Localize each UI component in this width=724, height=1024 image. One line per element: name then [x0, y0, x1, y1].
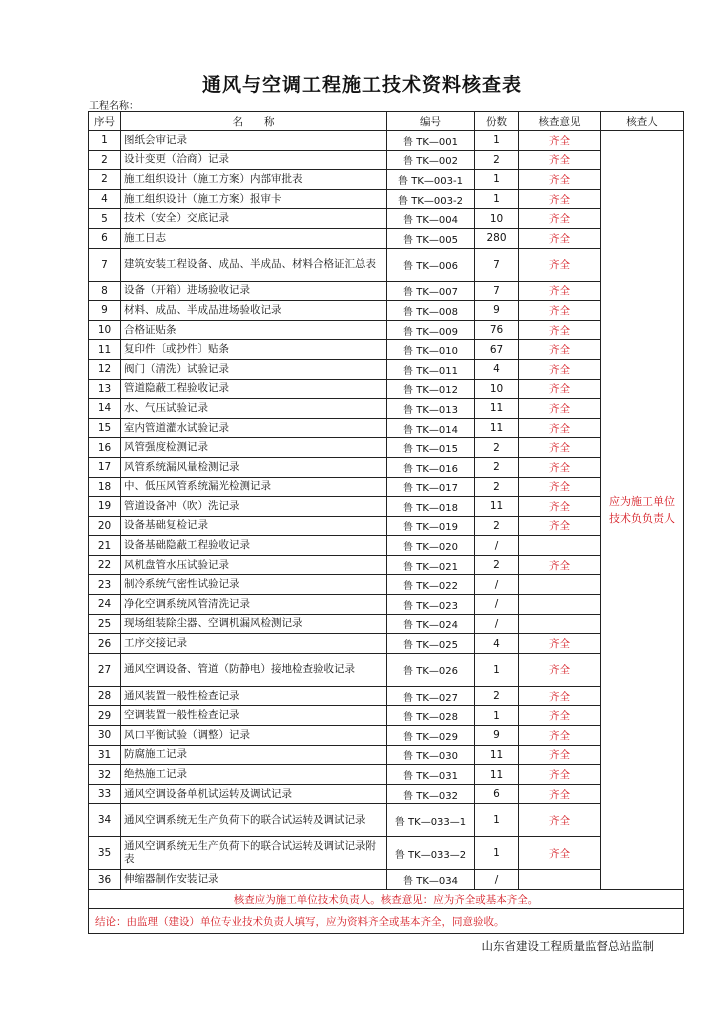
- row-count: 67: [475, 340, 519, 360]
- row-name: 设备基础复检记录: [121, 516, 387, 536]
- row-code: 鲁 TK—003-1: [387, 170, 475, 190]
- table-row: [89, 765, 684, 785]
- table-row: [89, 614, 684, 634]
- row-code: 鲁 TK—011: [387, 359, 475, 379]
- row-opinion: 齐全: [519, 248, 601, 281]
- row-opinion: 齐全: [519, 399, 601, 419]
- table-row: [89, 150, 684, 170]
- row-name: 防腐施工记录: [121, 745, 387, 765]
- row-name: 设备（开箱）进场验收记录: [121, 281, 387, 301]
- row-seq: 7: [89, 248, 121, 281]
- row-count: 1: [475, 653, 519, 686]
- review-note: 核查应为施工单位技术负责人。核查意见：应为齐全或基本齐全。: [89, 890, 684, 909]
- row-count: 4: [475, 634, 519, 654]
- row-count: 4: [475, 359, 519, 379]
- row-opinion: [519, 536, 601, 556]
- table-row: [89, 726, 684, 746]
- footer-issuer: 山东省建设工程质量监督总站监制: [481, 939, 654, 953]
- row-seq: 1: [89, 131, 121, 151]
- row-name: 通风空调系统无生产负荷下的联合试运转及调试记录附表: [121, 837, 387, 870]
- row-code: 鲁 TK—014: [387, 418, 475, 438]
- row-seq: 17: [89, 457, 121, 477]
- row-name: 施工组织设计（施工方案）内部审批表: [121, 170, 387, 190]
- table-row: [89, 745, 684, 765]
- row-count: 2: [475, 150, 519, 170]
- row-count: 1: [475, 706, 519, 726]
- row-count: /: [475, 575, 519, 595]
- row-code: 鲁 TK—033—2: [387, 837, 475, 870]
- table-row: [89, 281, 684, 301]
- row-seq: 25: [89, 614, 121, 634]
- row-name: 施工日志: [121, 228, 387, 248]
- row-name: 合格证贴条: [121, 320, 387, 340]
- row-count: /: [475, 870, 519, 890]
- conclusion-row: [89, 909, 684, 934]
- row-opinion: 齐全: [519, 301, 601, 321]
- row-seq: 6: [89, 228, 121, 248]
- row-code: 鲁 TK—009: [387, 320, 475, 340]
- row-seq: 20: [89, 516, 121, 536]
- row-code: 鲁 TK—019: [387, 516, 475, 536]
- table-row: [89, 320, 684, 340]
- row-opinion: 齐全: [519, 457, 601, 477]
- row-name: 工序交接记录: [121, 634, 387, 654]
- row-seq: 24: [89, 595, 121, 615]
- row-opinion: 齐全: [519, 170, 601, 190]
- row-name: 管道设备冲（吹）洗记录: [121, 497, 387, 517]
- row-name: 绝热施工记录: [121, 765, 387, 785]
- row-name: 阀门（清洗）试验记录: [121, 359, 387, 379]
- row-opinion: 齐全: [519, 320, 601, 340]
- row-name: 通风装置一般性检查记录: [121, 686, 387, 706]
- row-name: 现场组装除尘器、空调机漏风检测记录: [121, 614, 387, 634]
- row-code: 鲁 TK—004: [387, 209, 475, 229]
- table-row: [89, 536, 684, 556]
- table-row: [89, 870, 684, 890]
- page-title: 通风与空调工程施工技术资料核查表: [201, 74, 522, 96]
- row-code: 鲁 TK—003-2: [387, 189, 475, 209]
- table-row: [89, 189, 684, 209]
- row-opinion: 齐全: [519, 837, 601, 870]
- table-header-row: [89, 112, 684, 131]
- table-row: [89, 131, 684, 151]
- row-opinion: 齐全: [519, 418, 601, 438]
- row-code: 鲁 TK—006: [387, 248, 475, 281]
- row-name: 水、气压试验记录: [121, 399, 387, 419]
- table-row: [89, 804, 684, 837]
- row-name: 净化空调系统风管清洗记录: [121, 595, 387, 615]
- row-name: 通风空调系统无生产负荷下的联合试运转及调试记录: [121, 804, 387, 837]
- row-name: 设备基础隐蔽工程验收记录: [121, 536, 387, 556]
- note-row: [89, 890, 684, 909]
- row-seq: 14: [89, 399, 121, 419]
- row-opinion: 齐全: [519, 359, 601, 379]
- row-code: 鲁 TK—026: [387, 653, 475, 686]
- row-opinion: 齐全: [519, 209, 601, 229]
- row-opinion: 齐全: [519, 379, 601, 399]
- row-name: 材料、成品、半成品进场验收记录: [121, 301, 387, 321]
- row-code: 鲁 TK—023: [387, 595, 475, 615]
- row-seq: 4: [89, 189, 121, 209]
- row-count: 280: [475, 228, 519, 248]
- row-seq: 35: [89, 837, 121, 870]
- row-count: 7: [475, 248, 519, 281]
- row-count: 2: [475, 457, 519, 477]
- row-opinion: 齐全: [519, 477, 601, 497]
- header-seq: 序号: [89, 112, 121, 131]
- row-count: 6: [475, 784, 519, 804]
- row-count: 1: [475, 170, 519, 190]
- row-seq: 2: [89, 170, 121, 190]
- row-code: 鲁 TK—025: [387, 634, 475, 654]
- row-opinion: 齐全: [519, 726, 601, 746]
- row-seq: 2: [89, 150, 121, 170]
- row-seq: 29: [89, 706, 121, 726]
- row-seq: 32: [89, 765, 121, 785]
- row-name: 技术（安全）交底记录: [121, 209, 387, 229]
- row-count: 2: [475, 477, 519, 497]
- row-code: 鲁 TK—016: [387, 457, 475, 477]
- row-code: 鲁 TK—008: [387, 301, 475, 321]
- row-count: /: [475, 536, 519, 556]
- row-code: 鲁 TK—022: [387, 575, 475, 595]
- row-code: 鲁 TK—029: [387, 726, 475, 746]
- row-count: 1: [475, 189, 519, 209]
- row-seq: 12: [89, 359, 121, 379]
- row-seq: 13: [89, 379, 121, 399]
- row-name: 空调装置一般性检查记录: [121, 706, 387, 726]
- row-name: 风管系统漏风量检测记录: [121, 457, 387, 477]
- row-code: 鲁 TK—028: [387, 706, 475, 726]
- row-seq: 9: [89, 301, 121, 321]
- row-name: 通风空调设备单机试运转及调试记录: [121, 784, 387, 804]
- row-count: 1: [475, 837, 519, 870]
- header-count: 份数: [475, 112, 519, 131]
- reviewer-cell: 应为施工单位技术负负责人: [601, 131, 684, 890]
- row-seq: 28: [89, 686, 121, 706]
- row-opinion: 齐全: [519, 189, 601, 209]
- row-opinion: 齐全: [519, 281, 601, 301]
- row-opinion: 齐全: [519, 555, 601, 575]
- row-code: 鲁 TK—017: [387, 477, 475, 497]
- row-name: 伸缩器制作安装记录: [121, 870, 387, 890]
- table-row: [89, 340, 684, 360]
- row-name: 设计变更（洽商）记录: [121, 150, 387, 170]
- row-code: 鲁 TK—021: [387, 555, 475, 575]
- row-code: 鲁 TK—031: [387, 765, 475, 785]
- row-code: 鲁 TK—002: [387, 150, 475, 170]
- row-opinion: 齐全: [519, 634, 601, 654]
- row-seq: 18: [89, 477, 121, 497]
- row-code: 鲁 TK—005: [387, 228, 475, 248]
- row-seq: 8: [89, 281, 121, 301]
- row-code: 鲁 TK—030: [387, 745, 475, 765]
- row-opinion: 齐全: [519, 497, 601, 517]
- row-name: 风机盘管水压试验记录: [121, 555, 387, 575]
- row-seq: 34: [89, 804, 121, 837]
- row-opinion: 齐全: [519, 131, 601, 151]
- row-seq: 33: [89, 784, 121, 804]
- table-row: [89, 595, 684, 615]
- row-count: 10: [475, 209, 519, 229]
- row-opinion: 齐全: [519, 745, 601, 765]
- table-row: [89, 634, 684, 654]
- row-seq: 5: [89, 209, 121, 229]
- row-seq: 21: [89, 536, 121, 556]
- row-seq: 10: [89, 320, 121, 340]
- table-row: [89, 575, 684, 595]
- row-opinion: 齐全: [519, 150, 601, 170]
- row-opinion: [519, 614, 601, 634]
- header-name: 名 称: [121, 112, 387, 131]
- row-count: 76: [475, 320, 519, 340]
- row-seq: 15: [89, 418, 121, 438]
- row-count: /: [475, 595, 519, 615]
- project-name-label: 工程名称：: [89, 101, 139, 112]
- table-row: [89, 653, 684, 686]
- table-row: [89, 706, 684, 726]
- table-row: [89, 170, 684, 190]
- row-seq: 26: [89, 634, 121, 654]
- row-seq: 23: [89, 575, 121, 595]
- row-count: 2: [475, 686, 519, 706]
- row-code: 鲁 TK—018: [387, 497, 475, 517]
- row-code: 鲁 TK—012: [387, 379, 475, 399]
- row-code: 鲁 TK—033—1: [387, 804, 475, 837]
- row-opinion: 齐全: [519, 706, 601, 726]
- row-code: 鲁 TK—007: [387, 281, 475, 301]
- header-code: 编号: [387, 112, 475, 131]
- row-name: 建筑安装工程设备、成品、半成品、材料合格证汇总表: [121, 248, 387, 281]
- table-row: [89, 399, 684, 419]
- table-body: [89, 131, 684, 934]
- table-row: [89, 497, 684, 517]
- conclusion-text: 结论：由监理（建设）单位专业技术负责人填写，应为资料齐全或基本齐全，同意验收。: [89, 909, 684, 934]
- row-seq: 11: [89, 340, 121, 360]
- row-count: 2: [475, 516, 519, 536]
- row-count: 10: [475, 379, 519, 399]
- row-opinion: 齐全: [519, 804, 601, 837]
- row-code: 鲁 TK—020: [387, 536, 475, 556]
- row-count: 11: [475, 497, 519, 517]
- header-opinion: 核查意见: [519, 112, 601, 131]
- row-name: 风口平衡试验（调整）记录: [121, 726, 387, 746]
- table-row: [89, 516, 684, 536]
- row-code: 鲁 TK—013: [387, 399, 475, 419]
- row-name: 复印件〔或抄件〕贴条: [121, 340, 387, 360]
- table-row: [89, 209, 684, 229]
- row-name: 通风空调设备、管道（防静电）接地检查验收记录: [121, 653, 387, 686]
- row-count: 7: [475, 281, 519, 301]
- row-count: 1: [475, 131, 519, 151]
- row-opinion: 齐全: [519, 765, 601, 785]
- row-count: 2: [475, 438, 519, 458]
- row-count: 2: [475, 555, 519, 575]
- row-code: 鲁 TK—034: [387, 870, 475, 890]
- row-seq: 30: [89, 726, 121, 746]
- row-count: 11: [475, 745, 519, 765]
- row-code: 鲁 TK—015: [387, 438, 475, 458]
- row-opinion: 齐全: [519, 686, 601, 706]
- table-row: [89, 248, 684, 281]
- table-row: [89, 555, 684, 575]
- row-count: 1: [475, 804, 519, 837]
- row-name: 制冷系统气密性试验记录: [121, 575, 387, 595]
- table-row: [89, 359, 684, 379]
- row-count: 11: [475, 399, 519, 419]
- table-row: [89, 301, 684, 321]
- table-row: [89, 686, 684, 706]
- row-code: 鲁 TK—027: [387, 686, 475, 706]
- row-seq: 16: [89, 438, 121, 458]
- row-seq: 22: [89, 555, 121, 575]
- table-row: [89, 477, 684, 497]
- row-count: 9: [475, 726, 519, 746]
- table-row: [89, 379, 684, 399]
- row-count: /: [475, 614, 519, 634]
- row-opinion: [519, 595, 601, 615]
- row-opinion: 齐全: [519, 228, 601, 248]
- row-opinion: [519, 575, 601, 595]
- row-name: 风管强度检测记录: [121, 438, 387, 458]
- row-opinion: 齐全: [519, 340, 601, 360]
- row-code: 鲁 TK—032: [387, 784, 475, 804]
- table-row: [89, 418, 684, 438]
- row-name: 施工组织设计（施工方案）报审卡: [121, 189, 387, 209]
- row-opinion: [519, 870, 601, 890]
- row-seq: 19: [89, 497, 121, 517]
- row-opinion: 齐全: [519, 516, 601, 536]
- table-row: [89, 438, 684, 458]
- row-count: 11: [475, 765, 519, 785]
- row-opinion: 齐全: [519, 784, 601, 804]
- table-row: [89, 784, 684, 804]
- row-code: 鲁 TK—010: [387, 340, 475, 360]
- table-row: [89, 837, 684, 870]
- row-opinion: 齐全: [519, 653, 601, 686]
- row-count: 9: [475, 301, 519, 321]
- row-name: 中、低压风管系统漏光检测记录: [121, 477, 387, 497]
- table-row: [89, 457, 684, 477]
- header-reviewer: 核查人: [601, 112, 684, 131]
- table-row: [89, 228, 684, 248]
- row-code: 鲁 TK—001: [387, 131, 475, 151]
- row-seq: 36: [89, 870, 121, 890]
- row-count: 11: [475, 418, 519, 438]
- row-name: 图纸会审记录: [121, 131, 387, 151]
- row-opinion: 齐全: [519, 438, 601, 458]
- checklist-table: [88, 111, 684, 934]
- row-name: 管道隐蔽工程验收记录: [121, 379, 387, 399]
- row-seq: 31: [89, 745, 121, 765]
- row-seq: 27: [89, 653, 121, 686]
- row-code: 鲁 TK—024: [387, 614, 475, 634]
- row-name: 室内管道灌水试验记录: [121, 418, 387, 438]
